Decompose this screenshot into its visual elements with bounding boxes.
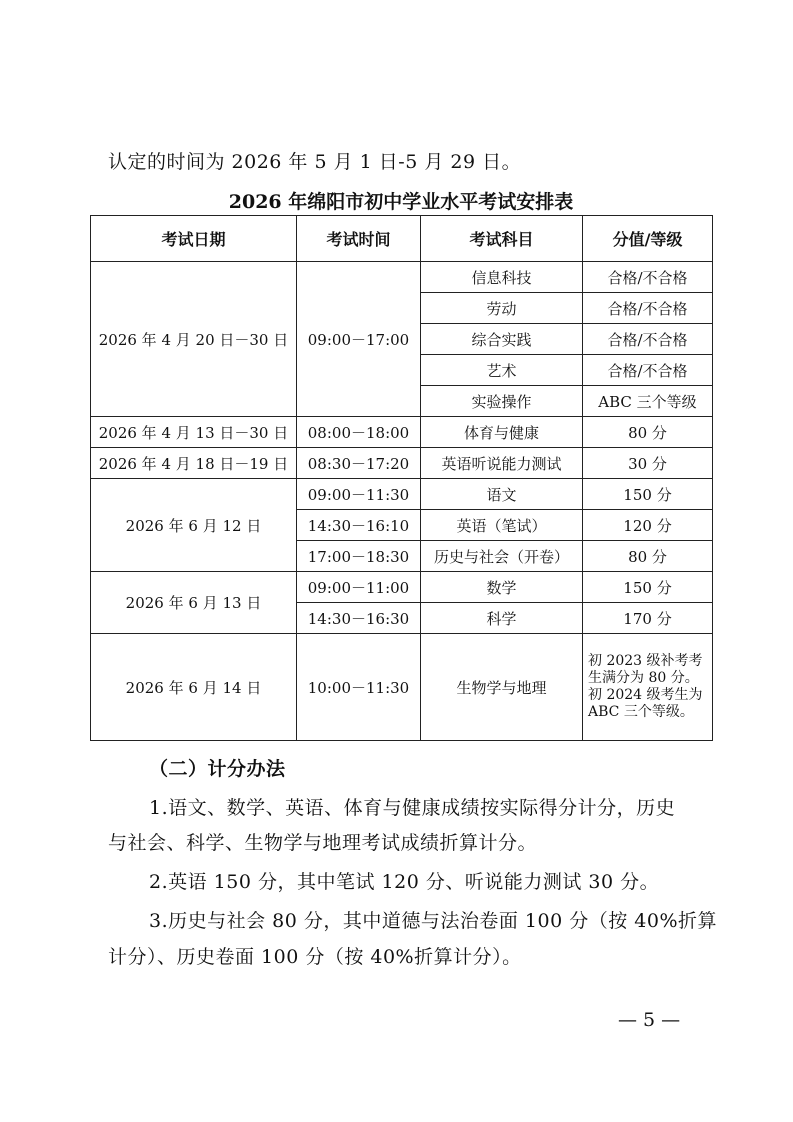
table-row — [91, 417, 713, 448]
time-cell: 09:00－17:00 — [297, 262, 421, 417]
date-cell: 2026 年 6 月 12 日 — [91, 479, 297, 572]
score-cell: 合格/不合格 — [583, 262, 713, 293]
paragraph-3-line-2: 计分）、历史卷面 100 分（按 40%折算计分）。 — [108, 946, 522, 968]
page-number: — 5 — — [618, 1009, 681, 1031]
score-cell: ABC 三个等级 — [583, 386, 713, 417]
date-cell: 2026 年 6 月 13 日 — [91, 572, 297, 634]
table-header-row — [91, 216, 713, 262]
time-cell: 14:30－16:10 — [297, 510, 421, 541]
score-note-cell: 初 2023 级补考考生满分为 80 分。初 2024 级考生为 ABC 三个等级。 — [583, 634, 713, 741]
exam-schedule-table — [90, 215, 713, 741]
paragraph-1-line-1: 1.语文、数学、英语、体育与健康成绩按实际得分计分，历史 — [149, 797, 676, 819]
subject-cell: 科学 — [421, 603, 583, 634]
date-cell: 2026 年 4 月 18 日－19 日 — [91, 448, 297, 479]
score-cell: 30 分 — [583, 448, 713, 479]
header-subject: 考试科目 — [421, 216, 583, 262]
score-cell: 120 分 — [583, 510, 713, 541]
subject-cell: 生物学与地理 — [421, 634, 583, 741]
time-cell: 09:00－11:30 — [297, 479, 421, 510]
score-cell: 80 分 — [583, 417, 713, 448]
table-row — [91, 572, 713, 603]
date-cell: 2026 年 6 月 14 日 — [91, 634, 297, 741]
subject-cell: 信息科技 — [421, 262, 583, 293]
time-cell: 08:30－17:20 — [297, 448, 421, 479]
subject-cell: 劳动 — [421, 293, 583, 324]
subject-cell: 实验操作 — [421, 386, 583, 417]
time-cell: 14:30－16:30 — [297, 603, 421, 634]
time-cell: 10:00－11:30 — [297, 634, 421, 741]
table-row — [91, 448, 713, 479]
subject-cell: 语文 — [421, 479, 583, 510]
subject-cell: 体育与健康 — [421, 417, 583, 448]
section-heading: （二）计分办法 — [149, 758, 286, 780]
table-row — [91, 479, 713, 510]
subject-cell: 综合实践 — [421, 324, 583, 355]
score-cell: 150 分 — [583, 479, 713, 510]
score-cell: 80 分 — [583, 541, 713, 572]
paragraph-1-line-2: 与社会、科学、生物学与地理考试成绩折算计分。 — [108, 832, 538, 854]
score-cell: 170 分 — [583, 603, 713, 634]
score-cell: 150 分 — [583, 572, 713, 603]
intro-line: 认定的时间为 2026 年 5 月 1 日-5 月 29 日。 — [108, 151, 522, 173]
time-cell: 08:00－18:00 — [297, 417, 421, 448]
time-cell: 09:00－11:00 — [297, 572, 421, 603]
table-title: 2026 年绵阳市初中学业水平考试安排表 — [228, 191, 574, 213]
subject-cell: 英语（笔试） — [421, 510, 583, 541]
header-time: 考试时间 — [297, 216, 421, 262]
subject-cell: 数学 — [421, 572, 583, 603]
date-cell: 2026 年 4 月 13 日－30 日 — [91, 417, 297, 448]
header-score: 分值/等级 — [583, 216, 713, 262]
subject-cell: 艺术 — [421, 355, 583, 386]
subject-cell: 英语听说能力测试 — [421, 448, 583, 479]
header-date: 考试日期 — [91, 216, 297, 262]
paragraph-2: 2.英语 150 分，其中笔试 120 分、听说能力测试 30 分。 — [149, 871, 660, 893]
table-row — [91, 262, 713, 293]
paragraph-3-line-1: 3.历史与社会 80 分，其中道德与法治卷面 100 分（按 40%折算 — [149, 910, 717, 932]
score-cell: 合格/不合格 — [583, 355, 713, 386]
score-cell: 合格/不合格 — [583, 324, 713, 355]
time-cell: 17:00－18:30 — [297, 541, 421, 572]
table-row — [91, 634, 713, 741]
date-cell: 2026 年 4 月 20 日－30 日 — [91, 262, 297, 417]
subject-cell: 历史与社会（开卷） — [421, 541, 583, 572]
score-cell: 合格/不合格 — [583, 293, 713, 324]
